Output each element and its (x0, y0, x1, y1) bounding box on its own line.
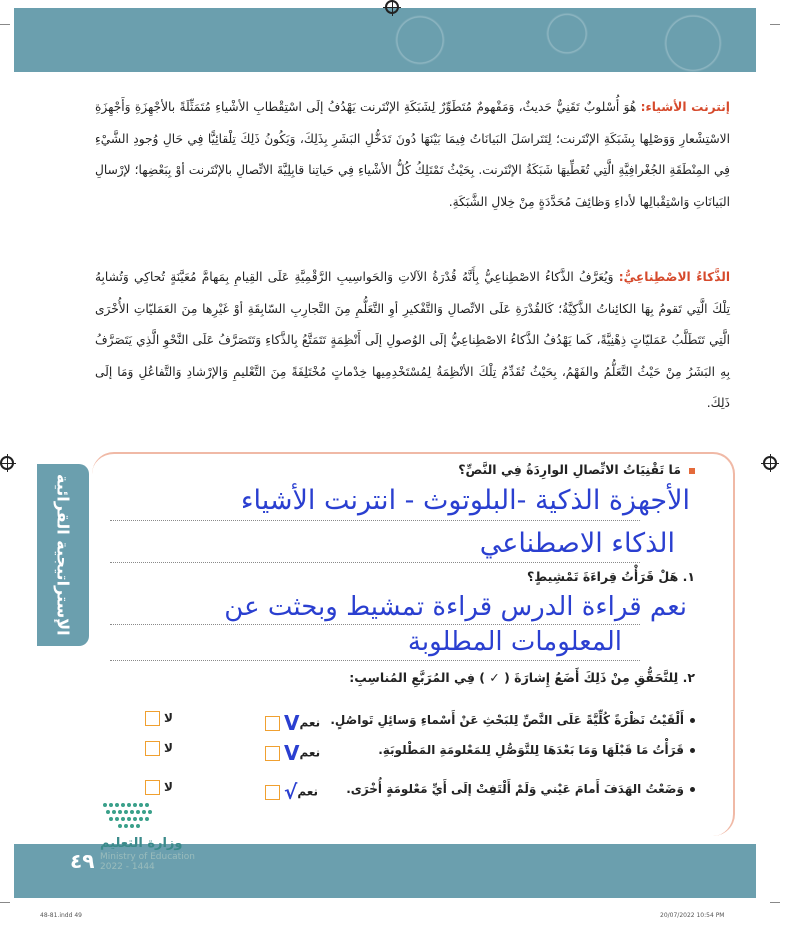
page-number: ٤٩ (70, 849, 95, 873)
question-techniques (458, 462, 695, 477)
bullet-icon (690, 748, 695, 753)
question-text: مَا تَقْنِيَاتُ الاتِّصالِ الوارِدَةُ فِي النَّصِّ؟ (458, 462, 681, 477)
strategy-side-tab (37, 464, 89, 646)
checkbox-yes[interactable] (265, 785, 280, 800)
yes-option[interactable] (265, 780, 318, 804)
bullet-icon (690, 787, 695, 792)
checklist-row (105, 713, 695, 735)
footer-file: 48-81.indd 49 (40, 912, 82, 919)
yes-label: نعم (297, 784, 319, 799)
registration-mark-icon (385, 0, 399, 14)
header-band (14, 8, 756, 72)
checkbox-no[interactable] (145, 741, 160, 756)
answer-line: نعم قراءة الدرس قراءة تمشيط وبحثت عن (224, 592, 687, 622)
paragraph-ai (95, 262, 730, 420)
ministry-name-en: Ministry of Education (100, 852, 195, 862)
checklist-row (105, 782, 695, 804)
checklist-row (105, 743, 695, 765)
no-option[interactable] (145, 741, 173, 756)
yes-label: نعم (299, 745, 321, 760)
checkbox-yes[interactable] (265, 716, 280, 731)
question-verify: ٢. لِلتَّحَقُّقِ مِنْ ذَلِكَ أَضَعُ إِشارَةَ ( ✓ ) فِي المُرَبَّعِ المُناسِبِ: (349, 670, 695, 685)
registration-mark-icon (0, 456, 14, 470)
side-tab-label: الإستراتيجية القرائية (53, 474, 73, 636)
bullet-icon (690, 718, 695, 723)
yes-label: نعم (299, 715, 321, 730)
dotted-line (110, 520, 640, 521)
question-skimming: ١. هَلْ قَرَأْتُ قِراءَةَ تَمْشِيطٍ؟ (527, 569, 695, 584)
term-ai: الذَّكاءُ الاصْطِناعِيُّ: (618, 270, 730, 284)
checklist-text: وَضَعْتُ الهَدَفَ أَمامَ عَيْني وَلَمْ أَلْتَفِتْ إلَى أَيِّ مَعْلومَةٍ أُخْرَى. (346, 782, 695, 796)
yes-option[interactable] (265, 741, 320, 765)
no-option[interactable] (145, 711, 173, 726)
answer-line: الأجهزة الذكية -البلوتوث - انترنت الأشياء (240, 485, 690, 516)
ministry-year: 2022 - 1444 (100, 862, 155, 872)
no-option[interactable] (145, 780, 173, 795)
checkbox-no[interactable] (145, 780, 160, 795)
check-mark-icon: V (284, 741, 300, 765)
dotted-line (110, 562, 640, 563)
ministry-name: وزارة التعليم (100, 836, 183, 851)
check-mark-icon: √ (284, 780, 298, 804)
ministry-logo-icon (100, 800, 160, 830)
checkbox-no[interactable] (145, 711, 160, 726)
yes-option[interactable] (265, 711, 320, 735)
check-mark-icon: V (284, 711, 300, 735)
term-iot: إنترنت الأشياء: (640, 100, 730, 114)
no-label: لا (164, 741, 173, 755)
checklist-text: أَلْقَيْتُ نَظْرَةً كُلِّيَّةً عَلَى النَّصِّ لِلبَحْثِ عَنْ أَسْماءِ وَسائِلِ تَواصُلٍ. (330, 713, 695, 727)
header-pattern (336, 8, 756, 72)
registration-mark-icon (763, 456, 777, 470)
paragraph-iot-text: هُوَ أُسْلوبٌ تَقَنِيٌّ حَديثٌ، وَمَفْهومٌ مُتَطَوِّرٌ لِشَبَكَةِ الإنْتَرنت يَهْدُفُ إلَى اسْتِقْطابِ الأشْياءِ مُتَمَثِّلَةً بالأجْهِزَةِ وَأَجْهِزَةِ الاسْتِشْعارِ وَوَصْلِها بِشَبَكَةِ الإنْتَرنت؛ لِتَتَراسَلَ البَيانَاتُ فِيمَا بَيْنَهَا دُونَ تَدَخُّلِ البَشَرِ بِذَلِكَ، وَيَكُونُ ذَلِكَ تِلْقائِيًّا فِي حَالِ وُجودِ الشَّيْءِ فِي المِنْطَقَةِ الجُغْرافِيَّةِ الَّتِي تُغَطِّيهَا شَبَكَةُ الإنْتَرنت. بِحَيْثُ تَمْتَلِكُ كُلُّ الأشْياءِ فِي حَياتِنا قابِلِيَّةَ الاتِّصالِ بالإنْتَرنت أوْ بِبَعْضِها؛ لإرْسالِ البَيانَاتِ وَاسْتِقْبالِها لأداءِ وَظائِفَ مُحَدَّدَةٍ مِنْ خِلالِ الشَّبَكَةِ. (95, 100, 730, 209)
bullet-icon (689, 468, 695, 474)
answer-line: المعلومات المطلوبة (407, 627, 622, 657)
checklist-text: قَرَأْتُ مَا قَبْلَهَا وَمَا بَعْدَهَا لِلتَّوَصُّلِ لِلمَعْلومَةِ المَطْلوبَةِ. (378, 743, 695, 757)
paragraph-iot (95, 92, 730, 218)
dotted-line (110, 624, 640, 625)
footer-timestamp: 20/07/2022 10:54 PM (660, 912, 725, 919)
no-label: لا (164, 780, 173, 794)
paragraph-ai-text: وَيُعَرَّفُ الذَّكاءُ الاصْطِناعِيُّ بِأَنَّهُ قُدْرَةُ الآلاتِ وَالحَواسِيبِ الرَّقْمِيَّةِ عَلَى القِيامِ بِمَهامَّ مُعَيَّنَةٍ تُحاكِي وَتُشابِهُ تِلْكَ الَّتِي تَقومُ بِهَا الكائِناتُ الذَّكِيَّةُ؛ كَالقُدْرَةِ عَلَى الاتِّصالِ وَالتَّفْكيرِ أوِ التَّعَلُّمِ مِنَ التَّجارِبِ السّابِقَةِ أوْ غَيْرِها مِنَ العَمَليّاتِ الأُخْرَى الَّتِي تَتَطَلَّبُ عَمَليّاتٍ ذِهْنِيَّةً، كَما يَهْدُفُ الذَّكاءُ الاصْطِناعِيُّ إلَى الوُصولِ إلَى أَنْظِمَةٍ تَتَمَتَّعُ بِالذَّكاءِ وَتَتَصَرَّفُ عَلَى النَّحْوِ الَّذِي يَتَصَرَّفُ بِهِ البَشَرُ مِنْ حَيْثُ التَّعَلُّمُ والفَهْمُ، بِحَيْثُ تُقَدِّمُ تِلْكَ الأنْظِمَةُ لِمُسْتَخْدِمِيها خِدْماتٍ مُخْتَلِفَةً مِنَ التَّعْليمِ وَالإرْشادِ وَالتَّفاعُلِ وَمَا إلَى ذَلِكَ. (95, 270, 730, 410)
dotted-line (110, 660, 640, 661)
answer-line: الذكاء الاصطناعي (479, 528, 675, 559)
no-label: لا (164, 711, 173, 725)
checkbox-yes[interactable] (265, 746, 280, 761)
